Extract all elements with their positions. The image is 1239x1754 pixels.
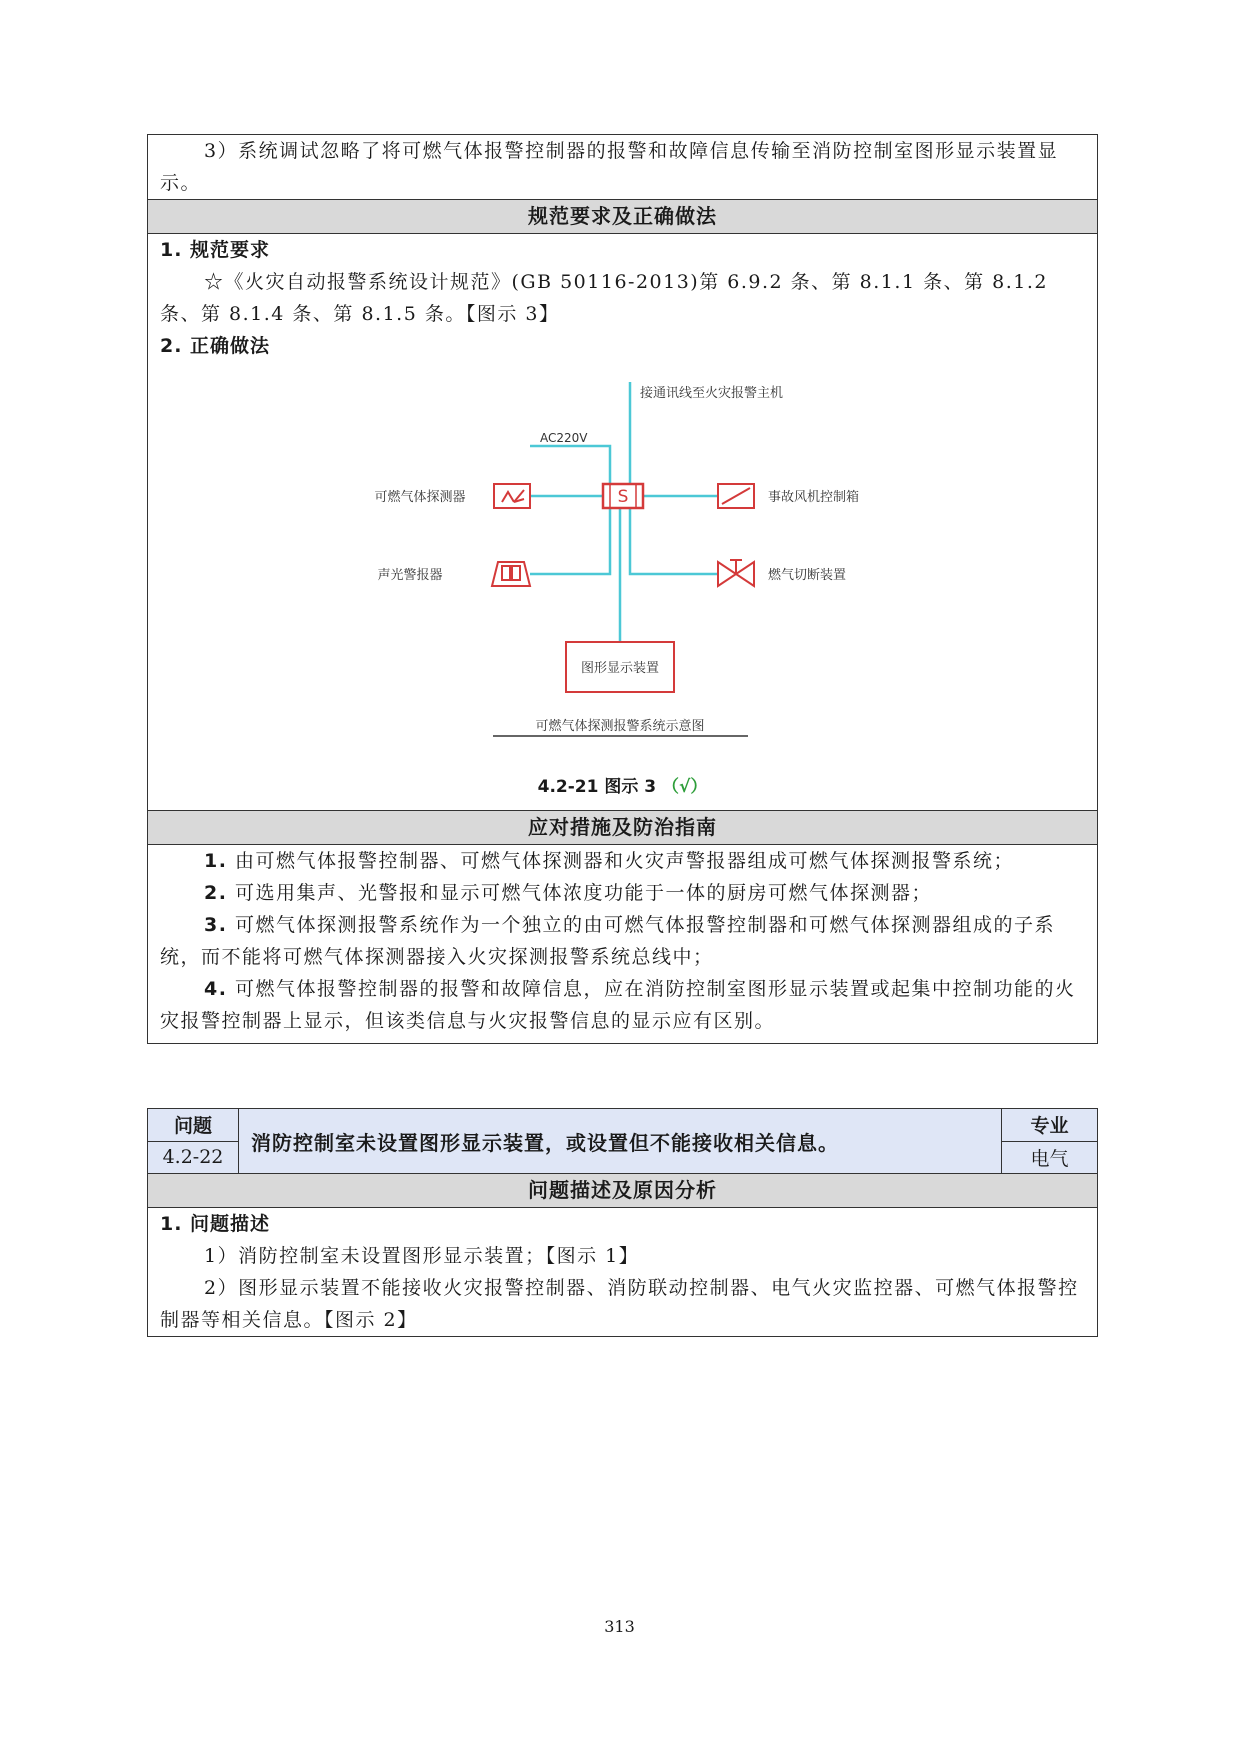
- question-header-row: [148, 1109, 1097, 1174]
- controller-symbol: [603, 484, 643, 508]
- question-table: [147, 1108, 1098, 1337]
- sound-light-alarm-icon: [492, 562, 530, 586]
- measure-item: 4. 可燃气体报警控制器的报警和故障信息，应在消防控制室图形显示装置或起集中控制功能的火灾报警控制器上显示，但该类信息与火灾报警信息的显示应有区别。: [160, 978, 1076, 1032]
- gas-detector-icon: [494, 484, 530, 508]
- measure-item: 2. 可选用集声、光警报和显示可燃气体浓度功能于一体的厨房可燃气体探测器；: [204, 882, 933, 904]
- comm-line-label: 接通讯线至火灾报警主机: [640, 386, 784, 401]
- section-header-measures: 应对措施及防治指南: [148, 810, 1097, 845]
- fan-control-label: 事故风机控制箱: [768, 490, 860, 505]
- discipline-cell: [1001, 1109, 1097, 1173]
- detector-label: 可燃气体探测器: [374, 490, 466, 505]
- page-number: 313: [604, 1617, 635, 1636]
- measure-item: 3. 可燃气体探测报警系统作为一个独立的由可燃气体报警控制器和可燃气体探测器组成的子系统，而不能将可燃气体探测器接入火灾探测报警系统总线中；: [160, 914, 1056, 968]
- fan-control-box-icon: [718, 484, 754, 508]
- requirements-text: ☆《火灾自动报警系统设计规范》(GB 50116-2013)第 6.9.2 条、第 8.1.1 条、第 8.1.2 条、第 8.1.4 条、第 8.1.5 条。【图示 3】: [160, 271, 1048, 325]
- connection-lines: [530, 382, 718, 642]
- question-title: 消防控制室未设置图形显示装置，或设置但不能接收相关信息。: [239, 1109, 1001, 1173]
- discipline-value: 电气: [1002, 1142, 1097, 1174]
- problem-desc-title: 1. 问题描述: [160, 1213, 271, 1235]
- check-mark: （√）: [662, 777, 708, 797]
- system-diagram: [148, 362, 1097, 832]
- display-device-label: 图形显示装置: [580, 661, 660, 676]
- section-header-problem: 问题描述及原因分析: [148, 1174, 1097, 1208]
- correct-method-title: 2. 正确做法: [160, 335, 271, 357]
- problem-desc-item: 1）消防控制室未设置图形显示装置；【图示 1】: [204, 1245, 640, 1267]
- question-label: 问题: [148, 1109, 238, 1142]
- standards-section: [147, 134, 1098, 1044]
- alarm-label: 声光警报器: [377, 568, 443, 583]
- requirements-title: 1. 规范要求: [160, 239, 271, 261]
- power-label: AC220V: [540, 431, 588, 445]
- controller-s-label: S: [617, 487, 629, 507]
- figure-caption: [148, 772, 1097, 797]
- diagram-svg: [148, 362, 1096, 832]
- figure-caption-text: 4.2-21 图示 3: [537, 777, 657, 797]
- measure-item: 1. 由可燃气体报警控制器、可燃气体探测器和火灾声警报器组成可燃气体探测报警系统；: [204, 850, 1015, 872]
- section-header-standards: 规范要求及正确做法: [148, 199, 1097, 234]
- problem-desc-item: 2）图形显示装置不能接收火灾报警控制器、消防联动控制器、电气火灾监控器、可燃气体报警控制器等相关信息。【图示 2】: [160, 1277, 1079, 1331]
- intro-paragraph: 3）系统调试忽略了将可燃气体报警控制器的报警和故障信息传输至消防控制室图形显示装置显示。: [160, 140, 1059, 194]
- gas-shutoff-valve-icon: [718, 560, 754, 586]
- valve-label: 燃气切断装置: [768, 568, 847, 583]
- question-id-cell: [148, 1109, 239, 1173]
- discipline-label: 专业: [1002, 1109, 1097, 1142]
- measures-list: [148, 845, 1097, 1037]
- question-id: 4.2-22: [148, 1142, 238, 1174]
- diagram-title: 可燃气体探测报警系统示意图: [535, 719, 705, 734]
